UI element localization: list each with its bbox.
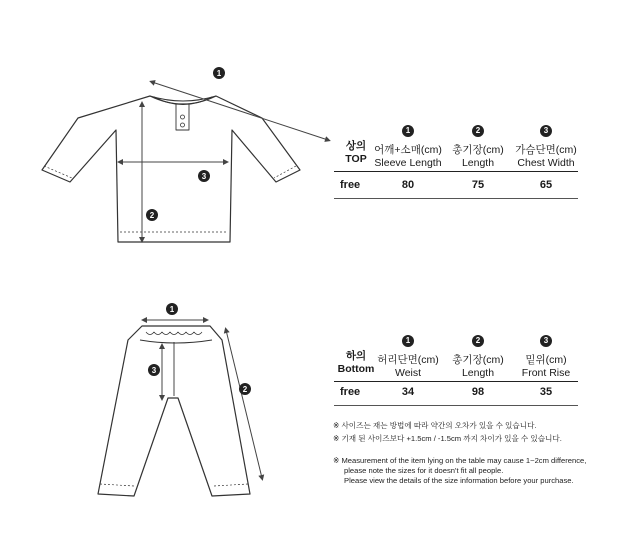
number-badge: 3	[540, 125, 552, 137]
table-rule	[334, 198, 578, 199]
size-cell: free	[340, 386, 361, 398]
note-en-3: Please view the details of the size information before your purchase.	[344, 476, 574, 485]
measure-marker: 2	[242, 385, 248, 394]
col-header-ko: 총기장(cm)	[452, 354, 504, 366]
note-ko-1: ※ 사이즈는 재는 방법에 따라 약간의 오차가 있을 수 있습니다.	[333, 421, 537, 430]
bottom-garment-drawing	[98, 326, 250, 496]
top-size-table	[334, 120, 578, 200]
table-rule	[334, 381, 578, 382]
bottom-col-length	[442, 330, 514, 380]
value-cell: 98	[471, 386, 485, 398]
col-header-en: Length	[461, 157, 495, 169]
table-rule	[334, 171, 578, 172]
value-cell: 65	[539, 179, 553, 191]
col-header-en: Chest Width	[517, 157, 575, 169]
number-badge: 3	[540, 335, 552, 347]
number-badge: 2	[472, 335, 484, 347]
value-cell: 80	[401, 179, 415, 191]
measure-marker: 1	[216, 69, 222, 78]
measure-marker: 2	[149, 211, 155, 220]
number-badge: 2	[472, 125, 484, 137]
col-header-ko: 총기장(cm)	[452, 144, 504, 156]
measure-marker: 3	[151, 366, 157, 375]
top-col-length	[442, 120, 514, 170]
measure-marker: 1	[169, 305, 175, 314]
col-header-en: Length	[461, 367, 495, 379]
bottom-label-ko: 하의	[345, 350, 367, 362]
bottom-size-table	[334, 330, 578, 410]
bottom-col-rise	[510, 330, 582, 380]
number-badge: 1	[402, 335, 414, 347]
number-badge: 1	[402, 125, 414, 137]
bottom-col-waist	[372, 330, 444, 380]
top-label-en: TOP	[345, 153, 367, 165]
top-col-chest	[510, 120, 582, 170]
col-header-ko: 어깨+소매(cm)	[374, 144, 442, 156]
top-col-sleeve	[372, 120, 444, 170]
table-rule	[334, 405, 578, 406]
top-label-ko: 상의	[345, 140, 367, 152]
measure-marker: 3	[201, 172, 207, 181]
value-cell: 35	[539, 386, 553, 398]
note-en-1: ※ Measurement of the item lying on the table may cause 1~2cm difference,	[333, 456, 587, 465]
col-header-en: Weist	[394, 367, 422, 379]
note-ko-2: ※ 기재 된 사이즈보다 +1.5cm / -1.5cm 까지 차이가 있을 수 있습니다.	[333, 434, 562, 443]
bottom-label-en: Bottom	[337, 363, 375, 375]
value-cell: 75	[471, 179, 485, 191]
col-header-en: Sleeve Length	[374, 157, 442, 169]
size-cell: free	[340, 179, 361, 191]
col-header-ko: 허리단면(cm)	[377, 354, 439, 366]
value-cell: 34	[401, 386, 415, 398]
col-header-ko: 가슴단면(cm)	[515, 144, 577, 156]
col-header-ko: 밑위(cm)	[525, 354, 567, 366]
note-en-2: please note the sizes for it doesn't fit all people.	[344, 466, 504, 475]
col-header-en: Front Rise	[521, 367, 571, 379]
